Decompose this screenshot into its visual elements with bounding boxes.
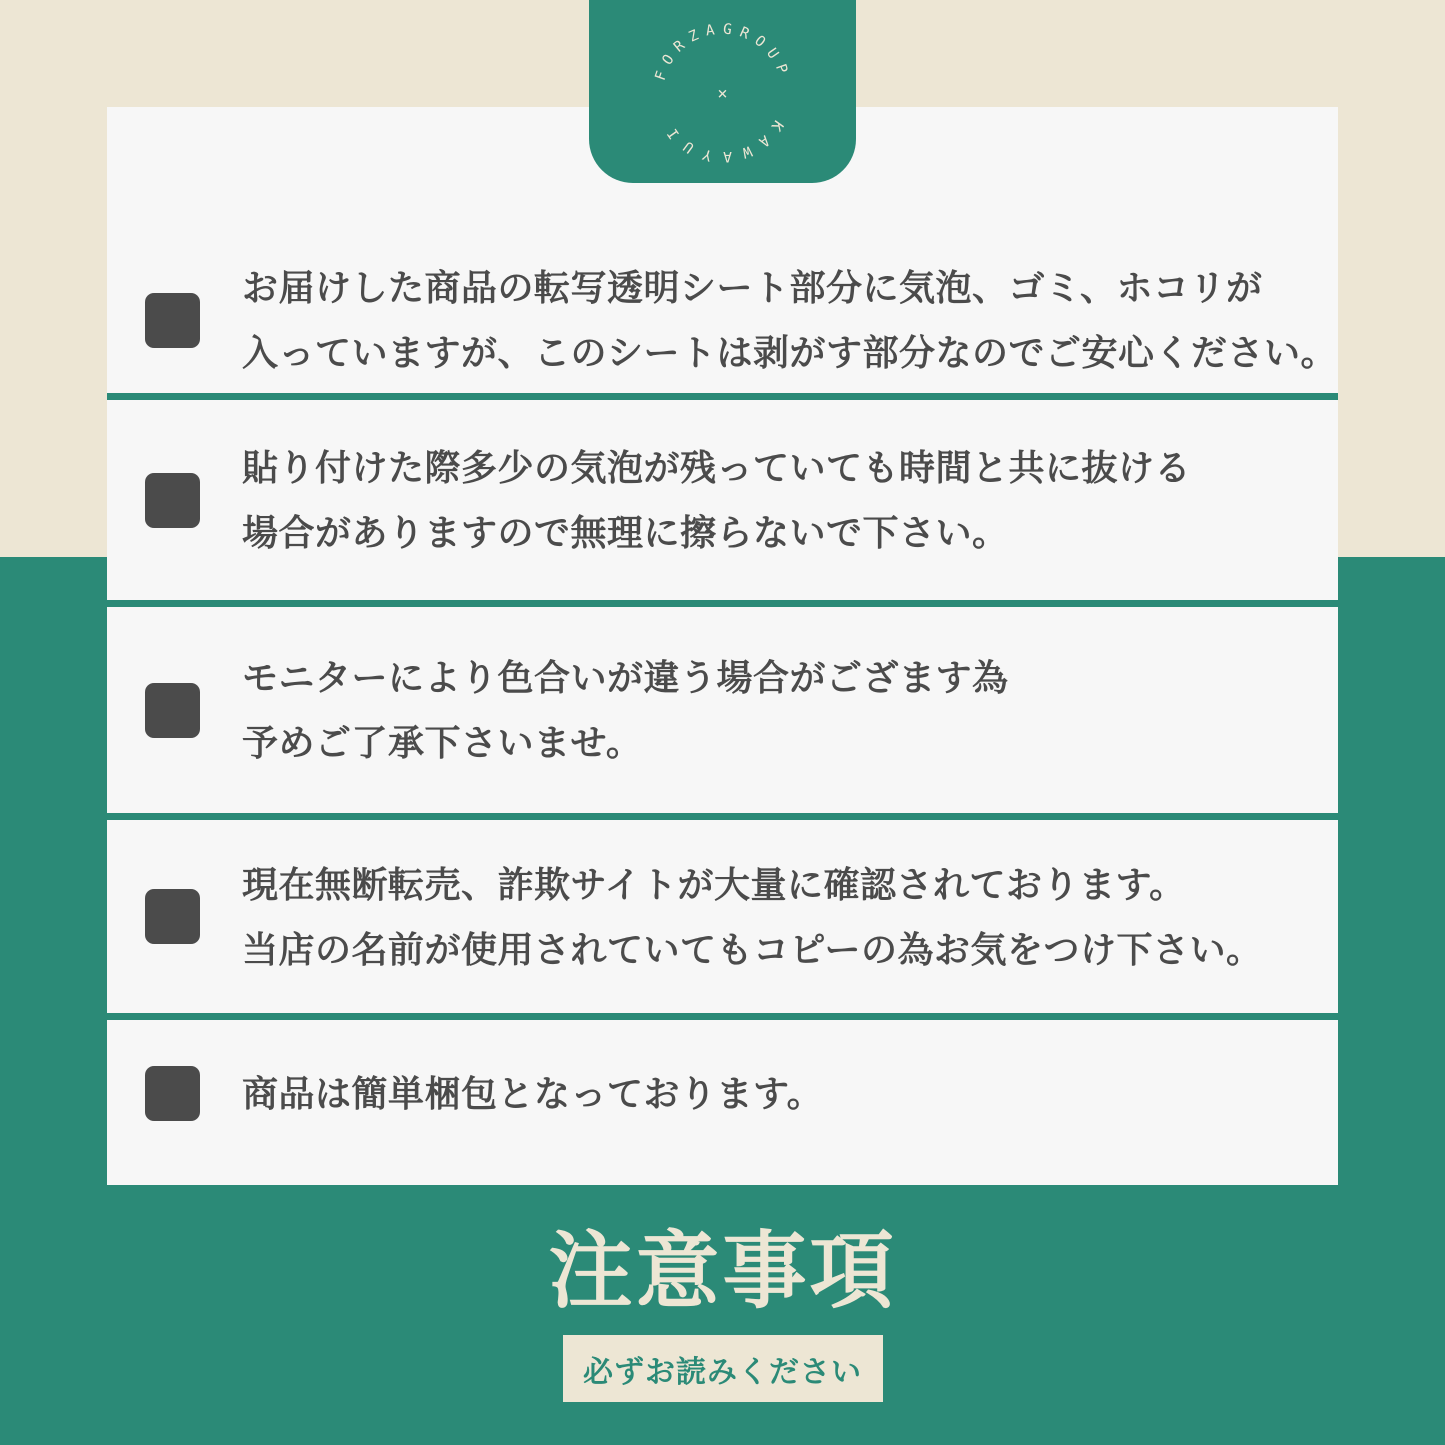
- notice-text-2: [242, 435, 1191, 565]
- checkbox-icon: [145, 293, 200, 348]
- checkbox-icon: [145, 1066, 200, 1121]
- notice-4-line-1: 現在無断転売、詐欺サイトが大量に確認されております。: [242, 863, 1186, 905]
- notice-2-line-1: 貼り付けた際多少の気泡が残っていても時間と共に抜ける: [242, 447, 1192, 488]
- notice-4-line-2: 当店の名前が使用されていてもコピーの為お気をつけ下さい。: [242, 928, 1263, 970]
- notice-2-line-2: 場合がありますので無理に擦らないで下さい。: [242, 512, 1009, 553]
- checkbox-icon: [145, 683, 200, 738]
- divider: [107, 600, 1338, 607]
- divider: [107, 813, 1338, 820]
- notice-panel: [107, 107, 1338, 1185]
- notice-text-5: [242, 1061, 823, 1126]
- footer-subtitle: 必ずお読みください: [583, 1355, 862, 1389]
- brand-badge: [589, 0, 856, 183]
- logo-text-top: FORZAGROUP: [652, 21, 793, 83]
- notice-3-line-2: 予めご了承下さいませ。: [242, 722, 643, 763]
- footer-title: 注意事項: [548, 1224, 897, 1318]
- notice-text-1: [242, 255, 1337, 385]
- notice-section-3: [107, 607, 1338, 813]
- logo-text-bottom: KAWAYUI: [659, 117, 786, 164]
- notice-section-4: [107, 820, 1338, 1013]
- notice-5-line-1: 商品は簡単梱包となっております。: [242, 1073, 824, 1114]
- notice-section-5: [107, 1020, 1338, 1185]
- notice-text-4: [242, 852, 1263, 982]
- footer-subtitle-box: [563, 1335, 883, 1402]
- divider: [107, 1013, 1338, 1020]
- svg-text:KAWAYUI: [659, 117, 786, 164]
- notice-section-2: [107, 400, 1338, 600]
- svg-text:FORZAGROUP: [653, 21, 793, 82]
- notice-3-line-1: モニターにより色合いが違う場合がござます為: [242, 657, 1009, 698]
- checkbox-icon: [145, 889, 200, 944]
- checkbox-icon: [145, 473, 200, 528]
- logo-x-mark: ×: [717, 84, 728, 104]
- notice-text-3: [242, 645, 1009, 775]
- notice-1-line-2: 入っていますが、このシートは剥がす部分なのでご安心ください。: [242, 332, 1338, 373]
- notice-1-line-1: お届けした商品の転写透明シート部分に気泡、ゴミ、ホコリが: [242, 267, 1263, 308]
- divider: [107, 393, 1338, 400]
- brand-logo-icon: [589, 0, 856, 183]
